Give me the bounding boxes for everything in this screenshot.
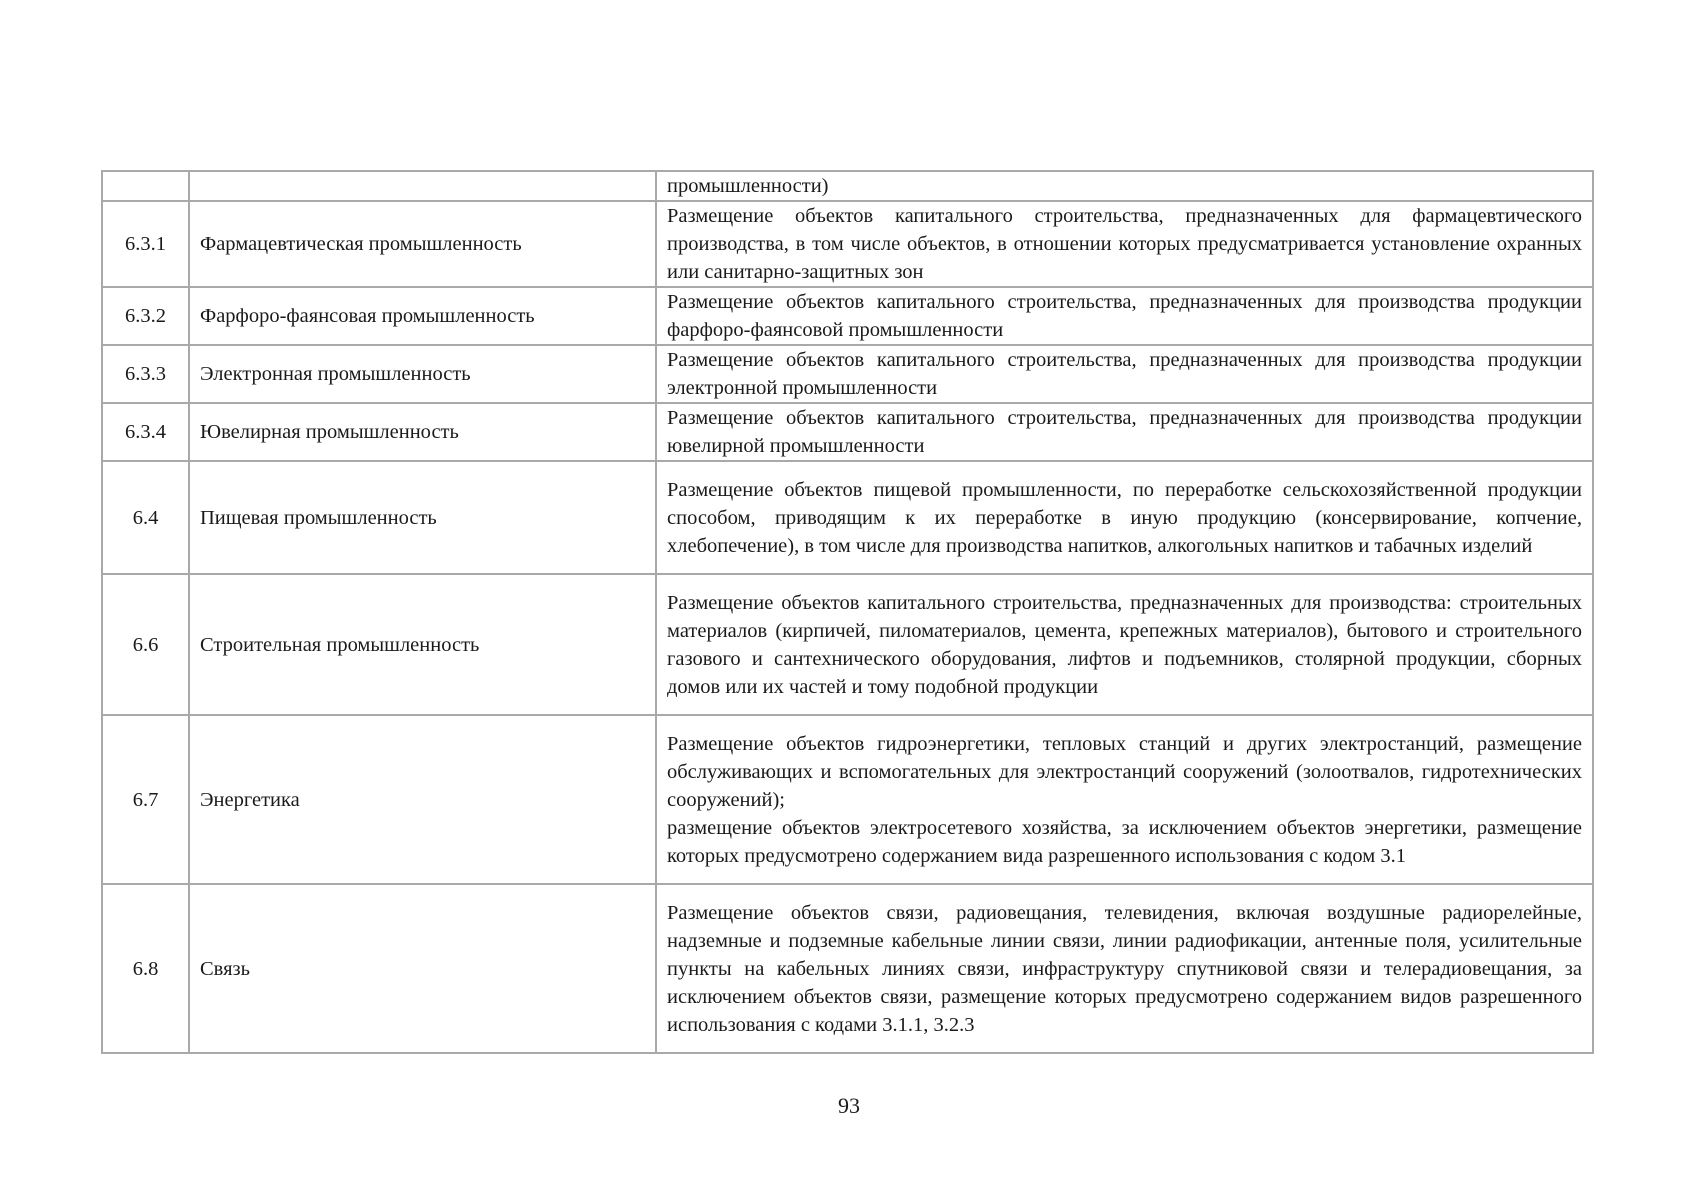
row-name: Фармацевтическая промышленность: [189, 201, 656, 287]
row-code: 6.3.1: [102, 201, 189, 287]
row-code: 6.7: [102, 715, 189, 884]
table-row: [102, 345, 1593, 403]
row-description: [656, 461, 1593, 574]
row-name: Связь: [189, 884, 656, 1053]
row-code: 6.3.3: [102, 345, 189, 403]
row-code: [102, 171, 189, 201]
row-name: Ювелирная промышленность: [189, 403, 656, 461]
description-paragraph: Размещение объектов капитального строительства, предназначенных для производства продукции фарфоро-фаянсовой промышленности: [667, 291, 1582, 341]
table-row: [102, 403, 1593, 461]
description-paragraph: размещение объектов электросетевого хозяйства, за исключением объектов энергетики, размещение которых предусмотрено содержанием вида разрешенного использования с кодом 3.1: [667, 816, 1582, 867]
row-description: [656, 574, 1593, 715]
table-row: [102, 461, 1593, 574]
row-description: [656, 171, 1593, 201]
row-name: Пищевая промышленность: [189, 461, 656, 574]
row-code: 6.3.4: [102, 403, 189, 461]
table-row: [102, 201, 1593, 287]
row-code: 6.8: [102, 884, 189, 1053]
row-code: 6.6: [102, 574, 189, 715]
row-description: [656, 403, 1593, 461]
row-name: Строительная промышленность: [189, 574, 656, 715]
row-description: [656, 715, 1593, 884]
table-row: [102, 171, 1593, 201]
description-paragraph: Размещение объектов связи, радиовещания, телевидения, включая воздушные радиорелейные, надземные и подземные кабельные линии связи, линии радиофикации, антенные поля, усилительные пункты на кабельных линиях связи, инфраструктуру спутниковой связи и телерадиовещания, за исключением объектов связи, размещение которых предусмотрено содержанием видов разрешенного использования с кодами 3.1.1, 3.2.3: [667, 901, 1582, 1036]
row-description: [656, 345, 1593, 403]
description-paragraph: Размещение объектов капитального строительства, предназначенных для фармацевтического производства, в том числе объектов, в отношении которых предусматривается установление охранных или санитарно-защитных зон: [667, 205, 1582, 283]
description-paragraph: Размещение объектов пищевой промышленности, по переработке сельскохозяйственной продукции способом, приводящим к их переработке в иную продукцию (консервирование, копчение, хлебопечение), в том числе для производства напитков, алкогольных напитков и табачных изделий: [667, 478, 1582, 557]
table-row: [102, 884, 1593, 1053]
row-code: 6.4: [102, 461, 189, 574]
description-paragraph: Размещение объектов капитального строительства, предназначенных для производства продукции ювелирной промышленности: [667, 407, 1582, 457]
table-row: [102, 715, 1593, 884]
row-description: [656, 201, 1593, 287]
description-paragraph: Размещение объектов капитального строительства, предназначенных для производства: строительных материалов (кирпичей, пиломатериалов, цемента, крепежных материалов), бытового и строительного газового и сантехнического оборудования, лифтов и подъемников, столярной продукции, сборных домов или их частей и тому подобной продукции: [667, 591, 1582, 698]
row-name: [189, 171, 656, 201]
row-description: [656, 884, 1593, 1053]
table-row: [102, 287, 1593, 345]
land-use-table: [101, 170, 1594, 1054]
description-paragraph: Размещение объектов капитального строительства, предназначенных для производства продукции электронной промышленности: [667, 349, 1582, 399]
page-number: 93: [838, 1093, 860, 1118]
description-paragraph: промышленности): [667, 175, 829, 197]
description-paragraph: Размещение объектов гидроэнергетики, тепловых станций и других электростанций, размещение обслуживающих и вспомогательных для электростанций сооружений (золоотвалов, гидротехнических сооружений);: [667, 732, 1582, 811]
row-name: Энергетика: [189, 715, 656, 884]
row-description: [656, 287, 1593, 345]
row-code: 6.3.2: [102, 287, 189, 345]
table-row: [102, 574, 1593, 715]
row-name: Фарфоро-фаянсовая промышленность: [189, 287, 656, 345]
row-name: Электронная промышленность: [189, 345, 656, 403]
